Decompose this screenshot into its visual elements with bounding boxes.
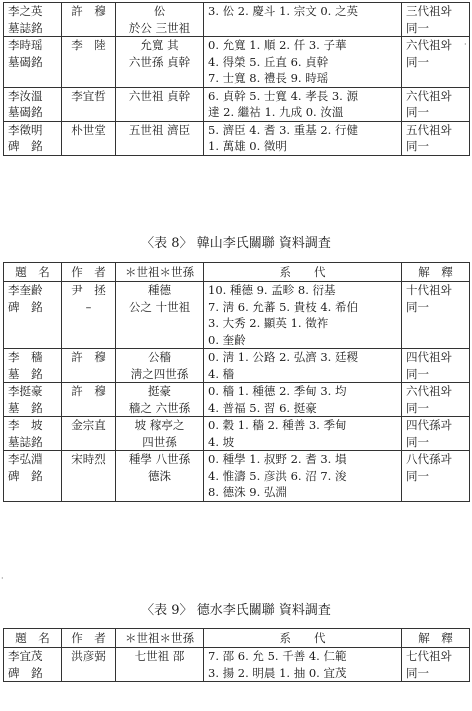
cell-lineage: 0. 穡 1. 種德 2. 季甸 3. 均 4. 普福 5. 習 6. 挺豪 (204, 383, 402, 417)
cell-title: 李時瑶 墓碣銘 (4, 37, 62, 88)
scan-speck: · (464, 40, 467, 49)
cell-interpretation: 十代祖와 同一 (402, 282, 470, 349)
cell-generation: 七世祖 邵 (116, 648, 204, 682)
header-author: 作 者 (62, 629, 116, 648)
cell-author: 李宜哲 (62, 87, 116, 121)
cell-author: 宋時烈 (62, 451, 116, 502)
table-9 (3, 628, 470, 682)
table-row (4, 282, 470, 349)
header-title: 題 名 (4, 629, 62, 648)
cell-interpretation: 五代祖와 同一 (402, 121, 470, 155)
cell-interpretation: 六代祖와 同一 (402, 87, 470, 121)
header-generation: ＊世祖＊世孫 (116, 629, 204, 648)
table-8 (3, 262, 470, 502)
table-row (4, 383, 470, 417)
cell-lineage: 7. 邵 6. 允 5. 千善 4. 仁範 3. 揚 2. 明晨 1. 抽 0. 宜茂 (204, 648, 402, 682)
cell-title: 李 穡 墓 銘 (4, 349, 62, 383)
table-9-caption: 〈表 9〉 德水李氏關聯 資料調査 (141, 603, 331, 618)
header-generation: ＊世祖＊世孫 (116, 263, 204, 282)
cell-author: 尹 拯 – (62, 282, 116, 349)
cell-generation: 挺豪 穡之 六世孫 (116, 383, 204, 417)
cell-generation: 允寬 其 六世孫 貞幹 (116, 37, 204, 88)
cell-title: 李宜茂 碑 銘 (4, 648, 62, 682)
cell-title: 李徵明 碑 銘 (4, 121, 62, 155)
cell-interpretation: 四代孫과 同一 (402, 417, 470, 451)
header-lineage: 系 代 (204, 629, 402, 648)
cell-generation: 六世祖 貞幹 (116, 87, 204, 121)
cell-title: 李之英 墓誌銘 (4, 3, 62, 37)
cell-title: 李奎齡 碑 銘 (4, 282, 62, 349)
cell-title: 李挺豪 墓 銘 (4, 383, 62, 417)
cell-generation: 五世祖 濟臣 (116, 121, 204, 155)
cell-generation: 坡 稼亭之 四世孫 (116, 417, 204, 451)
cell-author: 許 穆 (62, 349, 116, 383)
table-row (4, 349, 470, 383)
table-row (4, 37, 470, 88)
scan-speck: · (1, 574, 4, 583)
table-row (4, 3, 470, 37)
cell-lineage: 10. 種德 9. 孟畛 8. 衍基 7. 淸 6. 允蕃 5. 貴枝 4. 希伯 3. 大秀 2. 顯英 1. 徵祚 0. 奎齡 (204, 282, 402, 349)
cell-interpretation: 八代孫과 同一 (402, 451, 470, 502)
cell-title: 李汝溫 墓碣銘 (4, 87, 62, 121)
cell-interpretation: 四代祖와 同一 (402, 349, 470, 383)
header-interpretation: 解 釋 (402, 629, 470, 648)
cell-lineage: 0. 淸 1. 公路 2. 弘濟 3. 廷稷 4. 穡 (204, 349, 402, 383)
table-row (4, 648, 470, 682)
cell-generation: 種德 公之 十世祖 (116, 282, 204, 349)
cell-interpretation: 六代祖와 同一 (402, 37, 470, 88)
header-title: 題 名 (4, 263, 62, 282)
cell-generation: 公穡 淸之四世孫 (116, 349, 204, 383)
cell-author: 許 穆 (62, 383, 116, 417)
table-7 (3, 2, 470, 156)
cell-author: 許 穆 (62, 3, 116, 37)
cell-author: 朴世堂 (62, 121, 116, 155)
table-row (4, 87, 470, 121)
header-lineage: 系 代 (204, 263, 402, 282)
cell-lineage: 6. 貞幹 5. 士寬 4. 孝長 3. 源 達 2. 繼祜 1. 九成 0. 汝溫 (204, 87, 402, 121)
cell-author: 李 陸 (62, 37, 116, 88)
cell-title: 李弘淵 碑 銘 (4, 451, 62, 502)
cell-interpretation: 七代祖와 同一 (402, 648, 470, 682)
cell-generation: 種學 八世孫 德洙 (116, 451, 204, 502)
cell-author: 金宗直 (62, 417, 116, 451)
cell-author: 洪彦弼 (62, 648, 116, 682)
cell-lineage: 5. 濟臣 4. 耆 3. 重基 2. 行健 1. 萬雄 0. 徵明 (204, 121, 402, 155)
table-row (4, 121, 470, 155)
table-8-caption: 〈表 8〉 韓山李氏關聯 資料調査 (141, 236, 331, 251)
cell-interpretation: 六代祖와 同一 (402, 383, 470, 417)
table-row (4, 451, 470, 502)
cell-lineage: 3. 伀 2. 慶斗 1. 宗文 0. 之英 (204, 3, 402, 37)
cell-interpretation: 三代祖와 同一 (402, 3, 470, 37)
cell-title: 李 坡 墓誌銘 (4, 417, 62, 451)
cell-lineage: 0. 允寬 1. 順 2. 仟 3. 子華 4. 得榮 5. 丘直 6. 貞幹 7. 士寬 8. 禮長 9. 時瑶 (204, 37, 402, 88)
cell-generation: 伀 於公 三世祖 (116, 3, 204, 37)
cell-lineage: 0. 穀 1. 穡 2. 種善 3. 季甸 4. 坡 (204, 417, 402, 451)
header-author: 作 者 (62, 263, 116, 282)
cell-lineage: 0. 種學 1. 叔野 2. 耆 3. 塤 4. 惟濤 5. 彦洪 6. 沼 7. 浚 8. 德洙 9. 弘淵 (204, 451, 402, 502)
table-row (4, 417, 470, 451)
header-interpretation: 解 釋 (402, 263, 470, 282)
